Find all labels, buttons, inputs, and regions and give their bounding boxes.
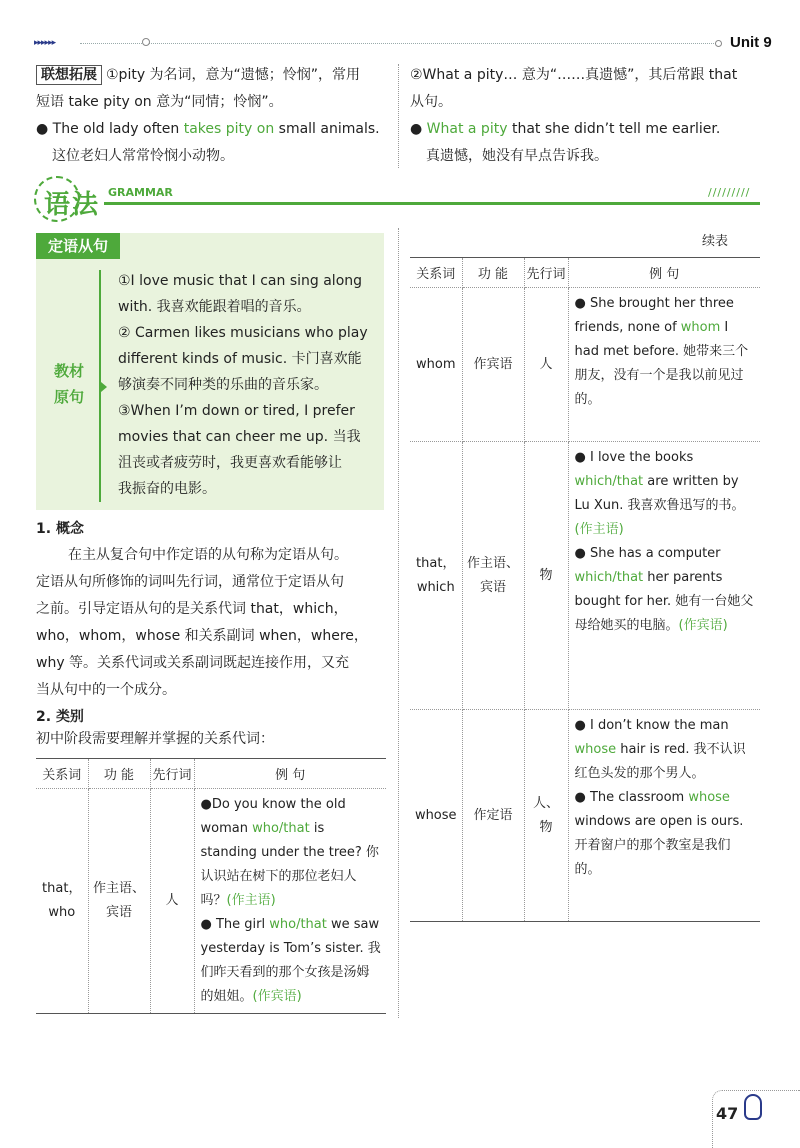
table-header-row xyxy=(410,258,760,288)
example-text: we saw yesterday is Tom’s sister. 我们昨天看到的那个女孩是汤姆的姐姐。 xyxy=(200,917,381,1004)
cell-function: 作宾语 xyxy=(462,288,524,442)
concept-line: who，whom，whose 和关系副词 when，where， xyxy=(36,628,368,644)
heading-text: 类别 xyxy=(55,709,84,725)
relative-pronoun-table-continued xyxy=(410,257,760,922)
extension2-example-zh: 真遗憾，她没有早点告诉我。 xyxy=(426,148,608,164)
highlight-phrase: who/that xyxy=(269,917,327,932)
textbook-line: 沮丧或者疲劳时，我更喜欢看能够让 xyxy=(118,455,342,471)
example-text: ● I don’t know the man xyxy=(574,718,729,733)
relative-pronoun-table xyxy=(36,758,386,1014)
cell-examples xyxy=(568,710,760,922)
grammar-title: 语法 xyxy=(44,190,101,220)
pointer-triangle-icon xyxy=(101,382,107,392)
column-header: 关系词 xyxy=(410,258,462,288)
cell-function: 作定语 xyxy=(462,710,524,922)
example-text: ● The girl xyxy=(200,917,270,932)
textbook-line: ①I love music that I can sing along xyxy=(118,273,363,289)
header-rule-node-right xyxy=(715,40,722,47)
highlight-phrase: whose xyxy=(688,790,730,805)
example-text: her parents bought for her. 她有一台她父母给她买的电脑。 xyxy=(574,570,754,633)
example-sentence xyxy=(575,292,757,412)
column-header: 先行词 xyxy=(150,759,194,789)
textbook-line: movies that can cheer me up. 当我 xyxy=(118,429,361,445)
highlight-phrase: whom xyxy=(680,320,721,335)
example-text: ● She brought her three friends, none of xyxy=(574,296,734,335)
concept-body xyxy=(36,542,388,704)
example-sentence xyxy=(575,446,757,542)
cell-examples xyxy=(194,789,386,1014)
highlight-phrase: What a pity xyxy=(426,121,508,137)
column-divider-top xyxy=(398,64,399,168)
textbook-side-label xyxy=(46,358,92,410)
column-header: 先行词 xyxy=(524,258,568,288)
extension-tag: 联想拓展 xyxy=(36,65,102,85)
extension2-example xyxy=(410,116,762,143)
cell-word: that，which xyxy=(410,442,462,710)
table-row xyxy=(410,442,760,710)
heading-text: 概念 xyxy=(55,521,84,537)
example-sentence xyxy=(575,714,757,786)
concept-line: 定语从句所修饰的词叫先行词，通常位于定语从句 xyxy=(36,574,344,590)
cell-function: 作主语、宾语 xyxy=(88,789,150,1014)
example-sentence xyxy=(201,913,383,1009)
column-header: 功 能 xyxy=(88,759,150,789)
highlight-phrase: which/that xyxy=(574,570,644,585)
page-number: 47 xyxy=(716,1104,739,1123)
grammar-subtitle: GRAMMAR xyxy=(108,186,173,199)
concept-line: 之前。引导定语从句的是关系代词 that，which， xyxy=(36,601,348,617)
extension-note-2 xyxy=(410,62,762,170)
column-header: 功 能 xyxy=(462,258,524,288)
highlight-phrase: takes pity on xyxy=(183,121,275,137)
cell-antecedent: 物 xyxy=(524,442,568,710)
textbook-line: with. 我喜欢能跟着唱的音乐。 xyxy=(118,299,311,315)
example-text: are written by Lu Xun. 我喜欢鲁迅写的书。 xyxy=(574,474,745,513)
category-heading xyxy=(36,706,84,726)
example-text: ● I love the books xyxy=(574,450,694,465)
usage-note: (作宾语) xyxy=(678,618,728,633)
extension-note xyxy=(36,62,391,170)
example-text: small animals. xyxy=(274,121,380,137)
balloon-icon xyxy=(744,1094,762,1120)
textbook-line: ② Carmen likes musicians who play xyxy=(118,325,368,341)
example-text: ● xyxy=(410,121,427,137)
textbook-box-title: 定语从句 xyxy=(36,233,120,259)
example-text: ● The old lady often xyxy=(36,121,184,137)
table-row xyxy=(410,288,760,442)
highlight-phrase: whose xyxy=(574,742,617,757)
extension2-line-2: 从句。 xyxy=(410,94,452,110)
cell-antecedent: 人、物 xyxy=(524,710,568,922)
grammar-slashes: ///////// xyxy=(708,186,751,199)
heading-number: 2. xyxy=(36,709,52,725)
textbook-sentences xyxy=(118,268,382,502)
concept-line: 当从句中的一个成分。 xyxy=(36,682,176,698)
continued-label: 续表 xyxy=(702,234,729,249)
example-text: ● The classroom xyxy=(574,790,689,805)
textbook-line: 够演奏不同种类的乐曲的音乐家。 xyxy=(118,377,328,393)
header-rule-node xyxy=(142,38,150,46)
example-sentence xyxy=(575,786,757,882)
extension-example xyxy=(36,116,391,143)
example-text: ●Do you know the old woman xyxy=(200,797,346,836)
highlight-phrase: which/that xyxy=(574,474,644,489)
header-arrows: ▸▸▸▸▸▸ xyxy=(34,38,56,48)
cell-word: whom xyxy=(410,288,462,442)
concept-heading xyxy=(36,518,84,538)
unit-label: Unit 9 xyxy=(730,34,772,51)
cell-examples xyxy=(568,442,760,710)
column-header: 例 句 xyxy=(194,759,386,789)
cell-function: 作主语、宾语 xyxy=(462,442,524,710)
table-row xyxy=(36,789,386,1014)
cell-word: whose xyxy=(410,710,462,922)
example-text: hair is red. 我不认识红色头发的那个男人。 xyxy=(574,742,746,781)
textbook-line: 我振奋的电影。 xyxy=(118,481,216,497)
usage-note: (作主语) xyxy=(574,522,624,537)
table-row xyxy=(410,710,760,922)
usage-note: (作宾语) xyxy=(252,989,302,1004)
category-intro: 初中阶段需要理解并掌握的关系代词： xyxy=(36,731,274,747)
example-sentence xyxy=(201,793,383,913)
header-rule xyxy=(80,43,720,44)
concept-line: 在主从复合句中作定语的从句称为定语从句。 xyxy=(68,547,348,563)
textbook-line: ③When I’m down or tired, I prefer xyxy=(118,403,355,419)
heading-number: 1. xyxy=(36,521,52,537)
cell-word: that，who xyxy=(36,789,88,1014)
example-text: ● She has a computer xyxy=(574,546,721,561)
column-header: 例 句 xyxy=(568,258,760,288)
example-text: is standing under the tree? 你认识站在树下的那位老妇人吗？ xyxy=(200,821,379,908)
extension2-line-1: ②What a pity… 意为“……真遗憾”，其后常跟 that xyxy=(410,67,738,83)
extension-example-zh: 这位老妇人常常怜悯小动物。 xyxy=(52,148,234,164)
highlight-phrase: who/that xyxy=(252,821,310,836)
example-text: I had met before. 她带来三个朋友，没有一个是我以前见过的。 xyxy=(574,320,749,407)
textbook-line: different kinds of music. 卡门喜欢能 xyxy=(118,351,362,367)
example-sentence xyxy=(575,542,757,638)
extension-line-1: ①pity 为名词，意为“遗憾；怜悯”，常用 xyxy=(106,67,361,83)
extension-line-2: 短语 take pity on 意为“同情；怜悯”。 xyxy=(36,94,283,110)
cell-examples xyxy=(568,288,760,442)
column-divider xyxy=(398,228,399,1018)
example-text: that she didn’t tell me earlier. xyxy=(507,121,721,137)
column-header: 关系词 xyxy=(36,759,88,789)
side-label-line: 原句 xyxy=(53,388,84,406)
table-header-row xyxy=(36,759,386,789)
usage-note: (作主语) xyxy=(226,893,276,908)
grammar-rule xyxy=(104,202,760,205)
side-label-line: 教材 xyxy=(53,362,84,380)
cell-antecedent: 人 xyxy=(524,288,568,442)
example-text: windows are open is ours. 开着窗户的那个教室是我们的。 xyxy=(574,814,744,877)
concept-line: why 等。关系代词或关系副词既起连接作用，又充 xyxy=(36,655,350,671)
cell-antecedent: 人 xyxy=(150,789,194,1014)
